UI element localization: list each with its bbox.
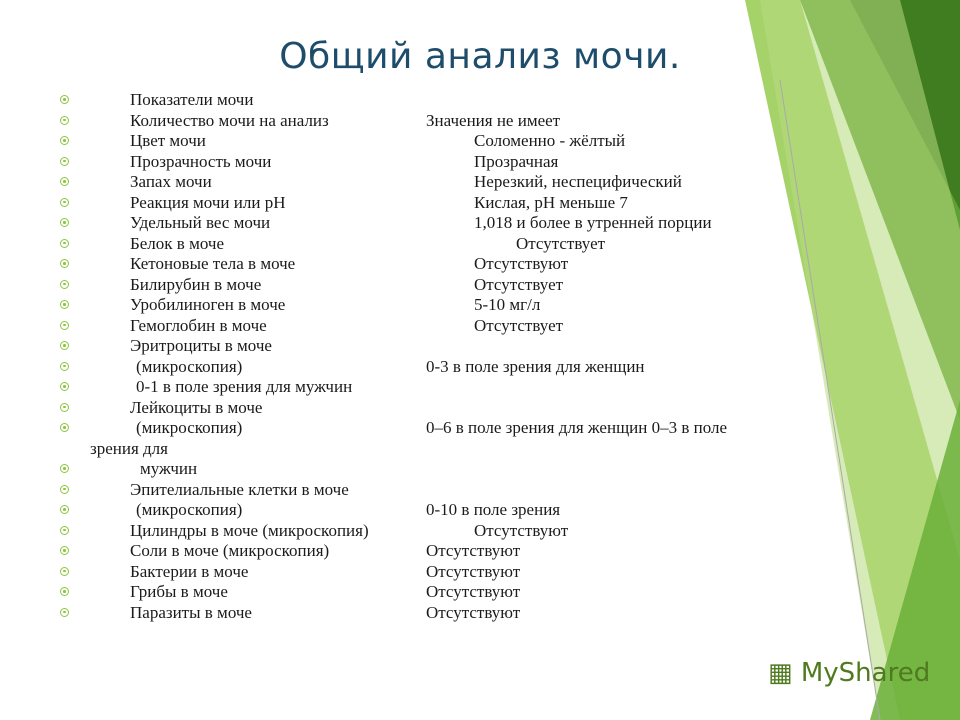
- bullet-icon: [60, 300, 69, 309]
- list-item: [60, 213, 840, 234]
- bullet-icon: [60, 341, 69, 350]
- item-label: Цвет мочи: [130, 131, 206, 150]
- bullet-icon: [60, 485, 69, 494]
- bullet-icon: [60, 587, 69, 596]
- item-value: Отсутствуют: [426, 541, 521, 560]
- bullet-icon: [60, 116, 69, 125]
- list-item: [60, 480, 840, 501]
- page-title: Общий анализ мочи.: [279, 36, 681, 77]
- bullet-icon: [60, 198, 69, 207]
- list-item: [60, 193, 840, 214]
- item-label: Соли в моче (микроскопия): [130, 541, 330, 560]
- list-item: [60, 582, 840, 603]
- item-label: Паразиты в моче: [130, 602, 252, 622]
- bullet-icon: [60, 259, 69, 268]
- bullet-icon: [60, 505, 69, 514]
- item-label: Показатели мочи: [130, 90, 254, 109]
- bullet-icon: [60, 403, 69, 412]
- bullet-icon: [60, 464, 69, 473]
- bullet-icon: [60, 95, 69, 104]
- list-item: [60, 336, 840, 357]
- item-label: Гемоглобин в моче: [130, 315, 267, 335]
- item-label: (микроскопия): [136, 418, 243, 437]
- bullet-icon: [60, 280, 69, 289]
- list-item: [60, 111, 840, 132]
- item-label: Белок в моче: [130, 233, 224, 253]
- item-value: Отсутствует: [516, 233, 606, 253]
- item-label: Запах мочи: [130, 172, 212, 191]
- item-label: Цилиндры в моче (микроскопия): [130, 520, 369, 540]
- list-item: [60, 152, 840, 173]
- item-label: (микроскопия): [136, 500, 243, 519]
- list-item: [60, 500, 840, 521]
- bullet-icon: [60, 239, 69, 248]
- item-label: Уробилиноген в моче: [130, 295, 286, 314]
- results-list: [60, 90, 840, 623]
- watermark-logo: ▦ MyShared: [768, 658, 931, 688]
- bullet-icon: [60, 177, 69, 186]
- item-label: зрения для: [90, 438, 168, 458]
- list-item: [60, 254, 840, 275]
- item-label: Грибы в моче: [130, 582, 228, 601]
- item-label: (микроскопия): [136, 356, 243, 376]
- list-item: [60, 603, 840, 624]
- bullet-icon: [60, 423, 69, 432]
- list-item: [60, 541, 840, 562]
- item-value: Значения не имеет: [426, 110, 561, 130]
- item-label: Лейкоциты в моче: [130, 397, 263, 417]
- item-value: Отсутствуют: [474, 254, 569, 273]
- item-label: Реакция мочи или рН: [130, 192, 286, 212]
- item-value: Отсутствуют: [426, 561, 521, 581]
- item-value: 0–6 в поле зрения для женщин 0–3 в поле: [426, 418, 728, 437]
- list-item: [60, 131, 840, 152]
- item-value: 1,018 и более в утренней порции: [474, 213, 712, 232]
- item-label: мужчин: [140, 459, 198, 478]
- item-value: Отсутствуют: [426, 602, 521, 622]
- item-label: Эпителиальные клетки в моче: [130, 479, 349, 499]
- item-value: Отсутствует: [474, 274, 564, 294]
- list-item: [60, 418, 840, 439]
- bullet-icon: [60, 362, 69, 371]
- item-label: Кетоновые тела в моче: [130, 254, 296, 273]
- bullet-icon: [60, 546, 69, 555]
- list-item: [60, 234, 840, 255]
- item-value: Кислая, рН меньше 7: [474, 192, 628, 212]
- bullet-icon: [60, 136, 69, 145]
- bullet-icon: [60, 321, 69, 330]
- list-item: [60, 398, 840, 419]
- logo-icon: ▦: [768, 658, 801, 688]
- item-value: Прозрачная: [474, 151, 559, 171]
- list-item: [60, 275, 840, 296]
- list-item: [60, 459, 840, 480]
- item-label: Прозрачность мочи: [130, 151, 272, 171]
- item-label: Количество мочи на анализ: [130, 110, 329, 130]
- item-value: Нерезкий, неспецифический: [474, 172, 682, 191]
- item-value: Отсутствуют: [474, 520, 569, 540]
- item-label: Удельный вес мочи: [130, 213, 271, 232]
- bullet-icon: [60, 382, 69, 391]
- item-label: Эритроциты в моче: [130, 336, 272, 355]
- list-item: [60, 295, 840, 316]
- bullet-icon: [60, 608, 69, 617]
- list-item: [60, 357, 840, 378]
- item-value: 0-3 в поле зрения для женщин: [426, 356, 645, 376]
- item-label: Билирубин в моче: [130, 274, 262, 294]
- item-value: Соломенно - жёлтый: [474, 131, 626, 150]
- item-label: 0-1 в поле зрения для мужчин: [136, 377, 353, 396]
- item-value: Отсутствуют: [426, 582, 521, 601]
- item-label: Бактерии в моче: [130, 561, 249, 581]
- list-item: [60, 90, 840, 111]
- list-item: [60, 316, 840, 337]
- bullet-icon: [60, 218, 69, 227]
- item-value: 0-10 в поле зрения: [426, 500, 561, 519]
- list-item: [60, 172, 840, 193]
- list-item: [60, 377, 840, 398]
- list-item: [60, 521, 840, 542]
- bullet-icon: [60, 526, 69, 535]
- item-value: Отсутствует: [474, 315, 564, 335]
- list-item: [60, 439, 840, 460]
- list-item: [60, 562, 840, 583]
- item-value: 5-10 мг/л: [474, 295, 541, 314]
- bullet-icon: [60, 567, 69, 576]
- bullet-icon: [60, 157, 69, 166]
